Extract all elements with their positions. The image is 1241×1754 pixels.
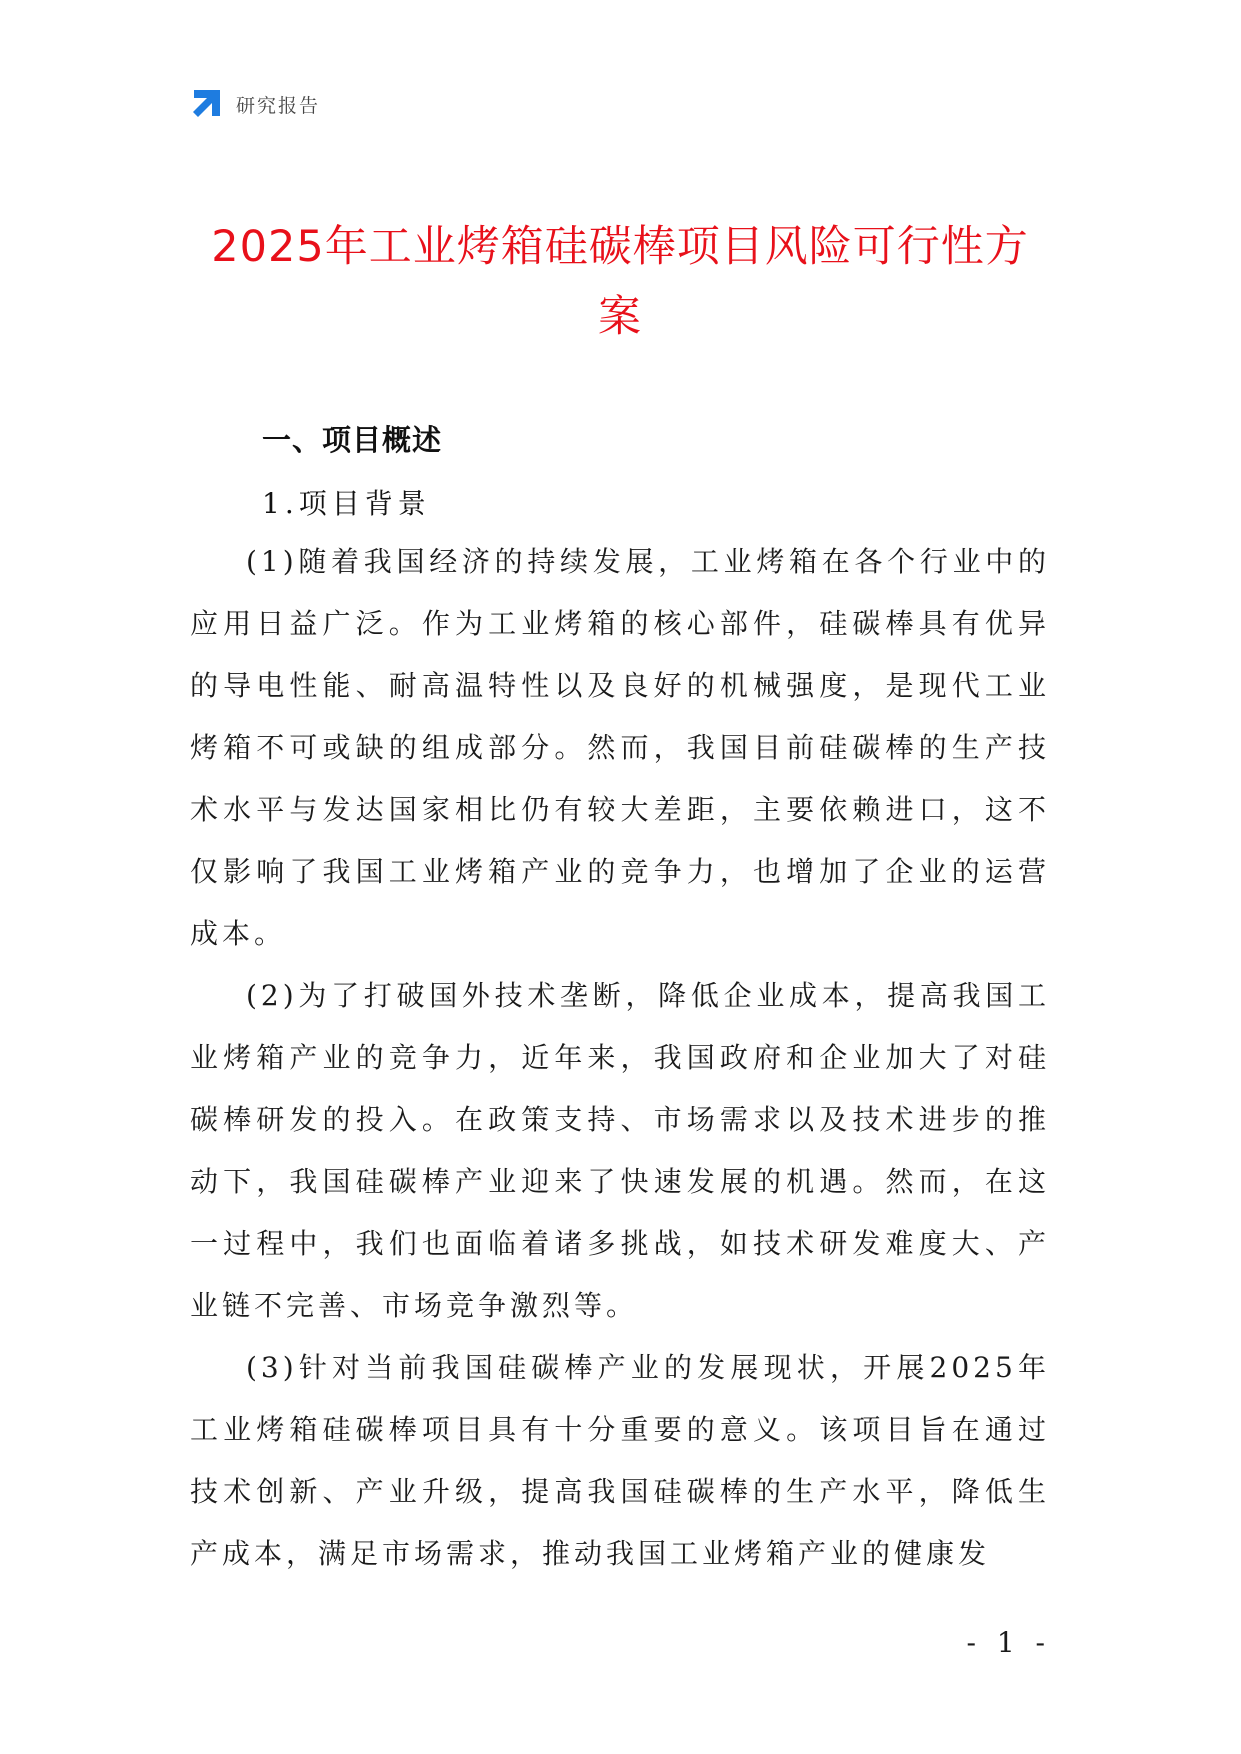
subsection-heading: 1.项目背景 [262,487,431,520]
body-text [190,531,1050,1585]
header-label: 研究报告 [236,94,321,117]
paragraph-3: (3)针对当前我国硅碳棒产业的发展现状，开展2025年工业烤箱硅碳棒项目具有十分重要的意义。该项目旨在通过技术创新、产业升级，提高我国硅碳棒的生产水平，降低生产成本，满足市场需求，推动我国工业烤箱产业的健康发 [190,1351,1050,1570]
document-header [190,86,320,122]
section-heading: 一、项目概述 [262,423,443,457]
paragraph-1: (1)随着我国经济的持续发展，工业烤箱在各个行业中的应用日益广泛。作为工业烤箱的核心部件，硅碳棒具有优异的导电性能、耐高温特性以及良好的机械强度，是现代工业烤箱不可或缺的组成部分。然而，我国目前硅碳棒的生产技术水平与发达国家相比仍有较大差距，主要依赖进口，这不仅影响了我国工业烤箱产业的竞争力，也增加了企业的运营成本。 [190,545,1050,950]
paragraph-2: (2)为了打破国外技术垄断，降低企业成本，提高我国工业烤箱产业的竞争力，近年来，我国政府和企业加大了对硅碳棒研发的投入。在政策支持、市场需求以及技术进步的推动下，我国硅碳棒产业迎来了快速发展的机遇。然而，在这一过程中，我们也面临着诸多挑战，如技术研发难度大、产业链不完善、市场竞争激烈等。 [190,979,1050,1322]
page-number: - 1 - [966,1626,1051,1659]
arrow-up-right-icon [190,88,222,120]
document-title: 2025年工业烤箱硅碳棒项目风险可行性方案 [211,222,1029,342]
